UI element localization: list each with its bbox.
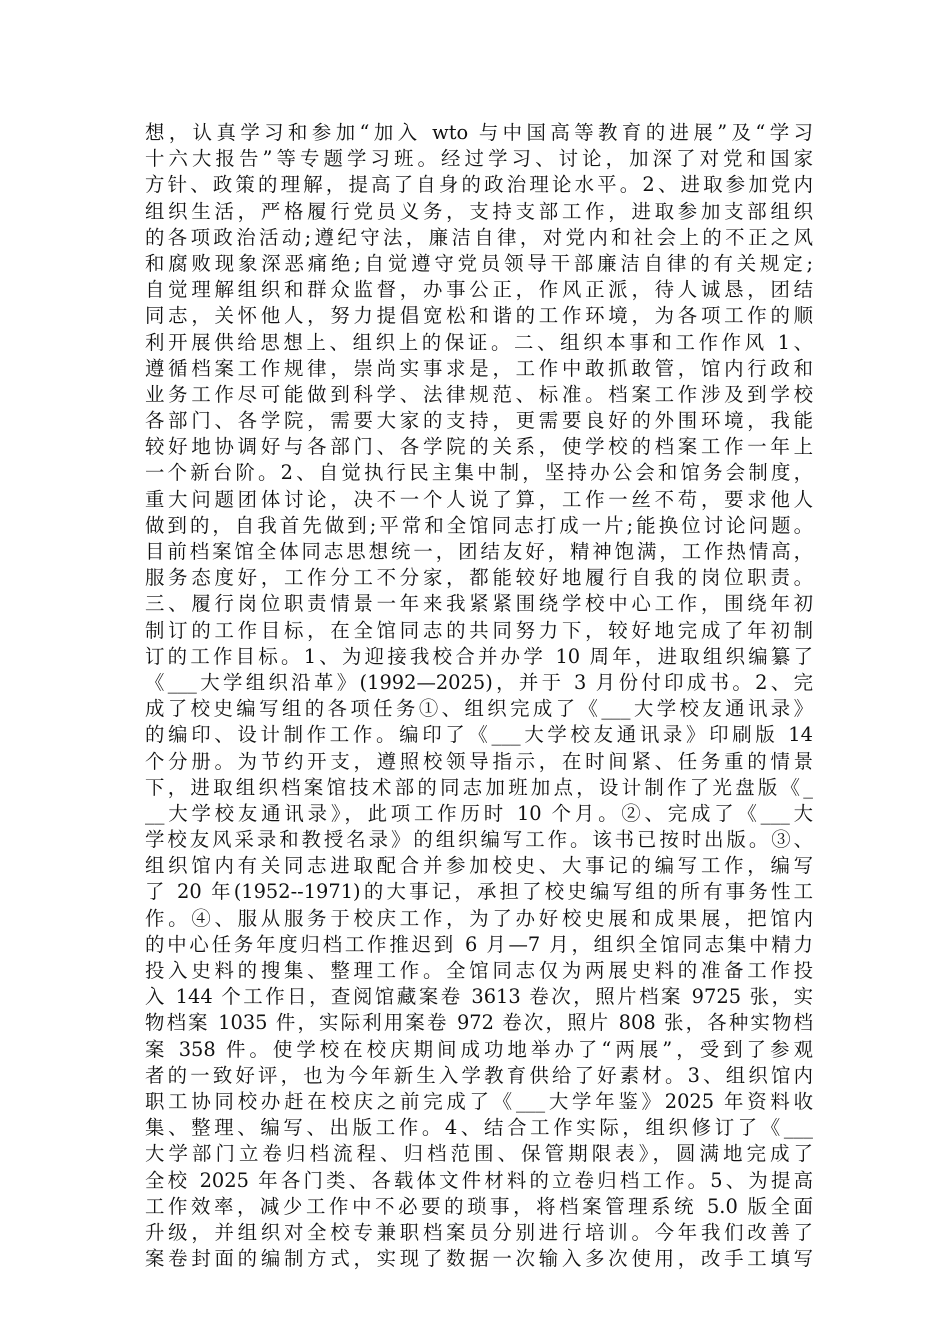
text-line: 大学部门立卷归档流程、归档范围、保管期限表》，圆满地完成了 [145,1142,813,1166]
text-line: 和腐败现象深恶痛绝;自觉遵守党员领导干部廉洁自律的有关规定; [145,251,813,275]
text-line: 组织馆内有关同志进取配合并参加校史、大事记的编写工作，编写 [145,854,813,878]
text-line: 作。④、服从服务于校庆工作，为了办好校史展和成果展，把馆内 [145,906,813,930]
text-line: 升级，并组织对全校专兼职档案员分别进行培训。今年我们改善了 [145,1220,813,1244]
text-line: 一个新台阶。2、自觉执行民主集中制，坚持办公会和馆务会制度， [145,461,813,485]
text-line: 集、整理、编写、出版工作。4、结合工作实际，组织修订了《___ [145,1116,813,1140]
text-line: 业务工作尽可能做到科学、法律规范、标准。档案工作涉及到学校 [145,382,813,406]
text-line: 重大问题团体讨论，决不一个人说了算，工作一丝不苟，要求他人 [145,487,813,511]
text-line: 组织生活，严格履行党员义务，支持支部工作，进取参加支部组织 [145,199,813,223]
text-line: 案 358 件。使学校在校庆期间成功地举办了“两展”，受到了参观 [145,1037,813,1061]
text-line: 个分册。为节约开支，遵照校领导指示，在时间紧、任务重的情景 [145,749,813,773]
text-line: 投入史料的搜集、整理工作。全馆同志仅为两展史料的准备工作投 [145,959,813,982]
text-line: 目前档案馆全体同志思想统一，团结友好，精神饱满，工作热情高， [145,540,813,563]
text-line: 工作效率，减少工作中不必要的琐事，将档案管理系统 5.0 版全面 [145,1194,813,1218]
text-line: 做到的，自我首先做到;平常和全馆同志打成一片;能换位讨论问题。 [145,513,813,537]
text-line: 订的工作目标。1、为迎接我校合并办学 10 周年，进取组织编纂了 [145,644,813,668]
text-line: 学校友风采录和教授名录》的组织编写工作。该书已按时出版。③、 [145,828,813,852]
text-line: 案卷封面的编制方式，实现了数据一次输入多次使用，改手工填写 [145,1247,813,1271]
text-line: 入 144 个工作日，查阅馆藏案卷 3613 卷次，照片档案 9725 张，实 [145,985,813,1009]
text-line: 者的一致好评，也为今年新生入学教育供给了好素材。3、组织馆内 [145,1063,813,1087]
text-line: 全校 2025 年各门类、各载体文件材料的立卷归档工作。5、为提高 [145,1168,813,1192]
text-line: 利开展供给思想上、组织上的保证。二、组织本事和工作作风 1、 [145,330,813,354]
document-body-text [145,120,813,1272]
text-line: 的中心任务年度归档工作推迟到 6 月—7 月，组织全馆同志集中精力 [145,932,813,956]
text-line: 物档案 1035 件，实际利用案卷 972 卷次，照片 808 张，各种实物档 [145,1011,813,1035]
text-line: 同志，关怀他人，努力提倡宽松和谐的工作环境，为各项工作的顺 [145,304,813,328]
text-line: 下，进取组织档案馆技术部的同志加班加点，设计制作了光盘版《_ [145,775,813,799]
text-line: 较好地协调好与各部门、各学院的关系，使学校的档案工作一年上 [145,435,813,459]
text-line: 成了校史编写组的各项任务①、组织完成了《___大学校友通讯录》 [145,697,813,721]
text-line: 十六大报告”等专题学习班。经过学习、讨论，加深了对党和国家 [145,147,813,171]
text-line: 职工协同校办赶在校庆之前完成了《___大学年鉴》2025 年资料收 [145,1089,813,1113]
text-line: 了 20 年(1952--1971)的大事记，承担了校史编写组的所有事务性工 [145,880,813,904]
text-line: 想，认真学习和参加“加入 wto 与中国高等教育的进展”及“学习 [145,121,813,144]
text-line: 制订的工作目标，在全馆同志的共同努力下，较好地完成了年初制 [145,618,813,642]
text-line: __大学校友通讯录》，此项工作历时 10 个月。②、完成了《___大 [145,801,813,825]
text-line: 遵循档案工作规律，崇尚实事求是，工作中敢抓敢管，馆内行政和 [145,356,813,380]
text-line: 《___大学组织沿革》(1992—2025)，并于 3 月份付印成书。2、完 [145,670,813,694]
text-line: 服务态度好，工作分工不分家，都能较好地履行自我的岗位职责。 [145,566,813,590]
text-line: 各部门、各学院，需要大家的支持，更需要良好的外围环境，我能 [145,409,813,433]
text-line: 三、履行岗位职责情景一年来我紧紧围绕学校中心工作，围绕年初 [145,592,813,616]
text-line: 方针、政策的理解，提高了自身的政治理论水平。2、进取参加党内 [145,173,813,197]
text-line: 的编印、设计制作工作。编印了《___大学校友通讯录》印刷版 14 [145,723,813,747]
text-line: 自觉理解组织和群众监督，办事公正，作风正派，待人诚恳，团结 [145,278,813,302]
text-line: 的各项政治活动;遵纪守法，廉洁自律，对党内和社会上的不正之风 [145,225,813,249]
